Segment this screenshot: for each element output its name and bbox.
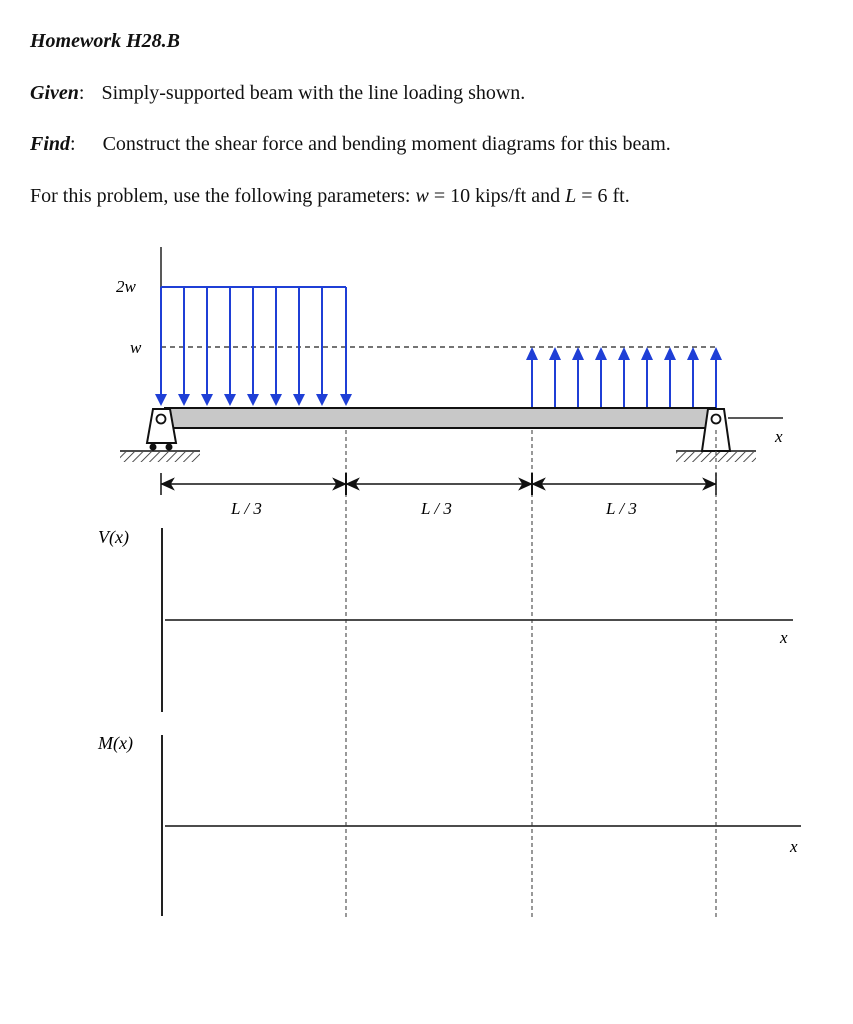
- find-statement: Find: Construct the shear force and bending moment diagrams for this beam.: [30, 133, 671, 155]
- param-w-symbol: w: [415, 185, 429, 207]
- downward-distributed-load: [155, 287, 352, 406]
- shear-xlabel: x: [780, 628, 788, 647]
- find-label: Find: [30, 133, 71, 155]
- guide-lines: [346, 430, 716, 918]
- beam-x-label: x: [775, 427, 783, 446]
- shear-diagram-axes: [162, 528, 793, 712]
- params-prefix: For this problem, use the following parameters:: [30, 185, 416, 207]
- param-w-value: = 10 kips/ft and: [428, 185, 566, 207]
- beam: [165, 408, 715, 428]
- upward-distributed-load: [526, 347, 722, 408]
- dimension-line: [161, 473, 716, 495]
- homework-title: Homework H28.B: [30, 30, 181, 52]
- moment-diagram-axes: [162, 735, 801, 916]
- segment-label-3: L / 3: [606, 499, 637, 518]
- load-label-2w: 2w: [116, 277, 136, 296]
- param-L-value: = 6 ft.: [576, 185, 630, 207]
- shear-ylabel: V(x): [98, 527, 129, 547]
- segment-label-1: L / 3: [231, 499, 262, 518]
- moment-ylabel: M(x): [98, 733, 133, 753]
- given-label: Given: [30, 82, 79, 104]
- load-label-w: w: [130, 338, 142, 357]
- moment-xlabel: x: [790, 837, 798, 856]
- given-text: Simply-supported beam with the line loading shown.: [101, 82, 526, 104]
- given-statement: Given: Simply-supported beam with the line loading shown.: [30, 82, 526, 104]
- param-L-symbol: L: [565, 185, 577, 207]
- find-text: Construct the shear force and bending moment diagrams for this beam.: [102, 133, 671, 155]
- segment-label-2: L / 3: [421, 499, 452, 518]
